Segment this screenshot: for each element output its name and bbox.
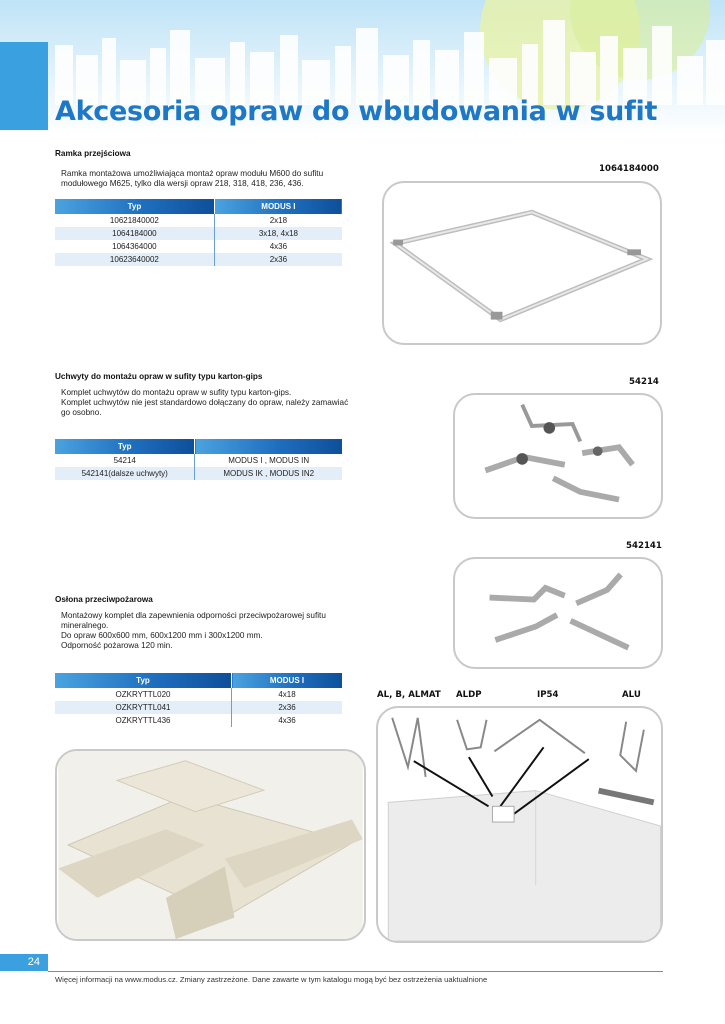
table-cell: 1064184000 <box>55 227 214 240</box>
spec-table-oslona <box>55 673 342 727</box>
section-description-ramka <box>61 169 361 189</box>
table-cell: 4x36 <box>278 716 296 725</box>
section-heading-oslona: Osłona przeciwpożarowa <box>55 595 153 604</box>
column-header-typ: Typ <box>55 199 214 214</box>
table-cell: 4x18 <box>278 690 296 699</box>
product-code-label: 54214 <box>629 377 659 387</box>
table-cell: 2x18 <box>269 216 288 225</box>
table-row <box>55 467 342 480</box>
table-cell: OZKRYTTL020 <box>55 688 232 701</box>
table-cell: 542141(dalsze uchwyty) <box>55 467 195 480</box>
table-cell: 4x36 <box>269 242 288 251</box>
table-header-row <box>55 673 342 688</box>
column-header-typ: Typ <box>55 673 232 688</box>
section-heading-uchwyty: Uchwyty do montażu opraw w sufity typu karton-gips <box>55 372 263 381</box>
table-row <box>55 688 342 701</box>
spec-table-uchwyty <box>55 439 342 480</box>
clip-label: IP54 <box>537 690 559 700</box>
table-cell: OZKRYTTL436 <box>55 714 232 727</box>
additional-holder-image <box>453 557 663 669</box>
page-number: 24 <box>0 954 48 971</box>
table-cell: 1064364000 <box>55 240 214 253</box>
table-header-row <box>55 439 342 454</box>
column-header-empty <box>195 439 342 454</box>
table-cell: OZKRYTTL041 <box>55 701 232 714</box>
drywall-holder-image <box>453 393 663 519</box>
table-row <box>55 714 342 727</box>
clip-label: ALDP <box>456 690 482 700</box>
description-line: Montażowy komplet dla zapewnienia odporności przeciwpożarowej sufitu <box>61 611 326 620</box>
product-code-label: 1064184000 <box>599 164 659 174</box>
footer-disclaimer: Więcej informacji na www.modus.cz. Zmiany zastrzeżone. Dane zawarte w tym katalogu mogą być bez ostrzeżenia uaktualnione <box>55 975 488 984</box>
description-line: Komplet uchwytów nie jest standardowo dołączany do opraw, należy zamawiać <box>61 398 349 407</box>
table-cell: 10621840002 <box>55 214 214 227</box>
table-row <box>55 701 342 714</box>
mounting-frame-image <box>382 181 662 345</box>
fire-protection-cover-image <box>55 749 366 941</box>
description-line: Do opraw 600x600 mm, 600x1200 mm i 300x1200 mm. <box>61 631 263 640</box>
table-cell: 3x18, 4x18 <box>214 227 342 240</box>
table-cell: 2x36 <box>232 701 343 714</box>
section-description-uchwyty <box>61 388 361 418</box>
clip-label: AL, B, ALMAT <box>377 690 441 700</box>
table-row <box>55 214 342 227</box>
column-header-typ: Typ <box>55 439 195 454</box>
footer-divider <box>48 971 663 972</box>
table-row <box>55 454 342 467</box>
spec-table-ramka <box>55 199 342 266</box>
description-line: Odporność pożarowa 120 min. <box>61 641 173 650</box>
description-line: Ramka montażowa umożliwiająca montaż opraw modułu M600 do sufitu <box>61 169 324 178</box>
table-cell: 54214 <box>55 454 195 467</box>
table-row <box>55 253 342 266</box>
column-header-modus: MODUS I <box>214 199 342 214</box>
description-line: Komplet uchwytów do montażu opraw w sufity typu karton-gips. <box>61 388 292 397</box>
clip-label: ALU <box>622 690 641 700</box>
table-row <box>55 240 342 253</box>
description-line: mineralnego. <box>61 621 109 630</box>
table-cell: 2x36 <box>214 253 342 266</box>
column-header-modus: MODUS I <box>232 673 343 688</box>
table-cell: MODUS IK , MODUS IN2 <box>195 467 342 480</box>
left-accent-tab <box>0 42 48 130</box>
product-code-label: 542141 <box>626 541 662 551</box>
section-description-oslona <box>61 611 361 651</box>
page-title: Akcesoria opraw do wbudowania w sufit <box>55 96 658 127</box>
description-line: modułowego M625, tylko dla wersji opraw 218, 318, 418, 236, 436. <box>61 179 304 188</box>
table-row <box>55 227 342 240</box>
table-header-row <box>55 199 342 214</box>
description-line: go osobno. <box>61 408 102 417</box>
table-cell: 10623640002 <box>55 253 214 266</box>
table-cell: MODUS I , MODUS IN <box>228 456 310 465</box>
section-heading-ramka: Ramka przejściowa <box>55 149 131 158</box>
clip-installation-image <box>376 706 663 943</box>
